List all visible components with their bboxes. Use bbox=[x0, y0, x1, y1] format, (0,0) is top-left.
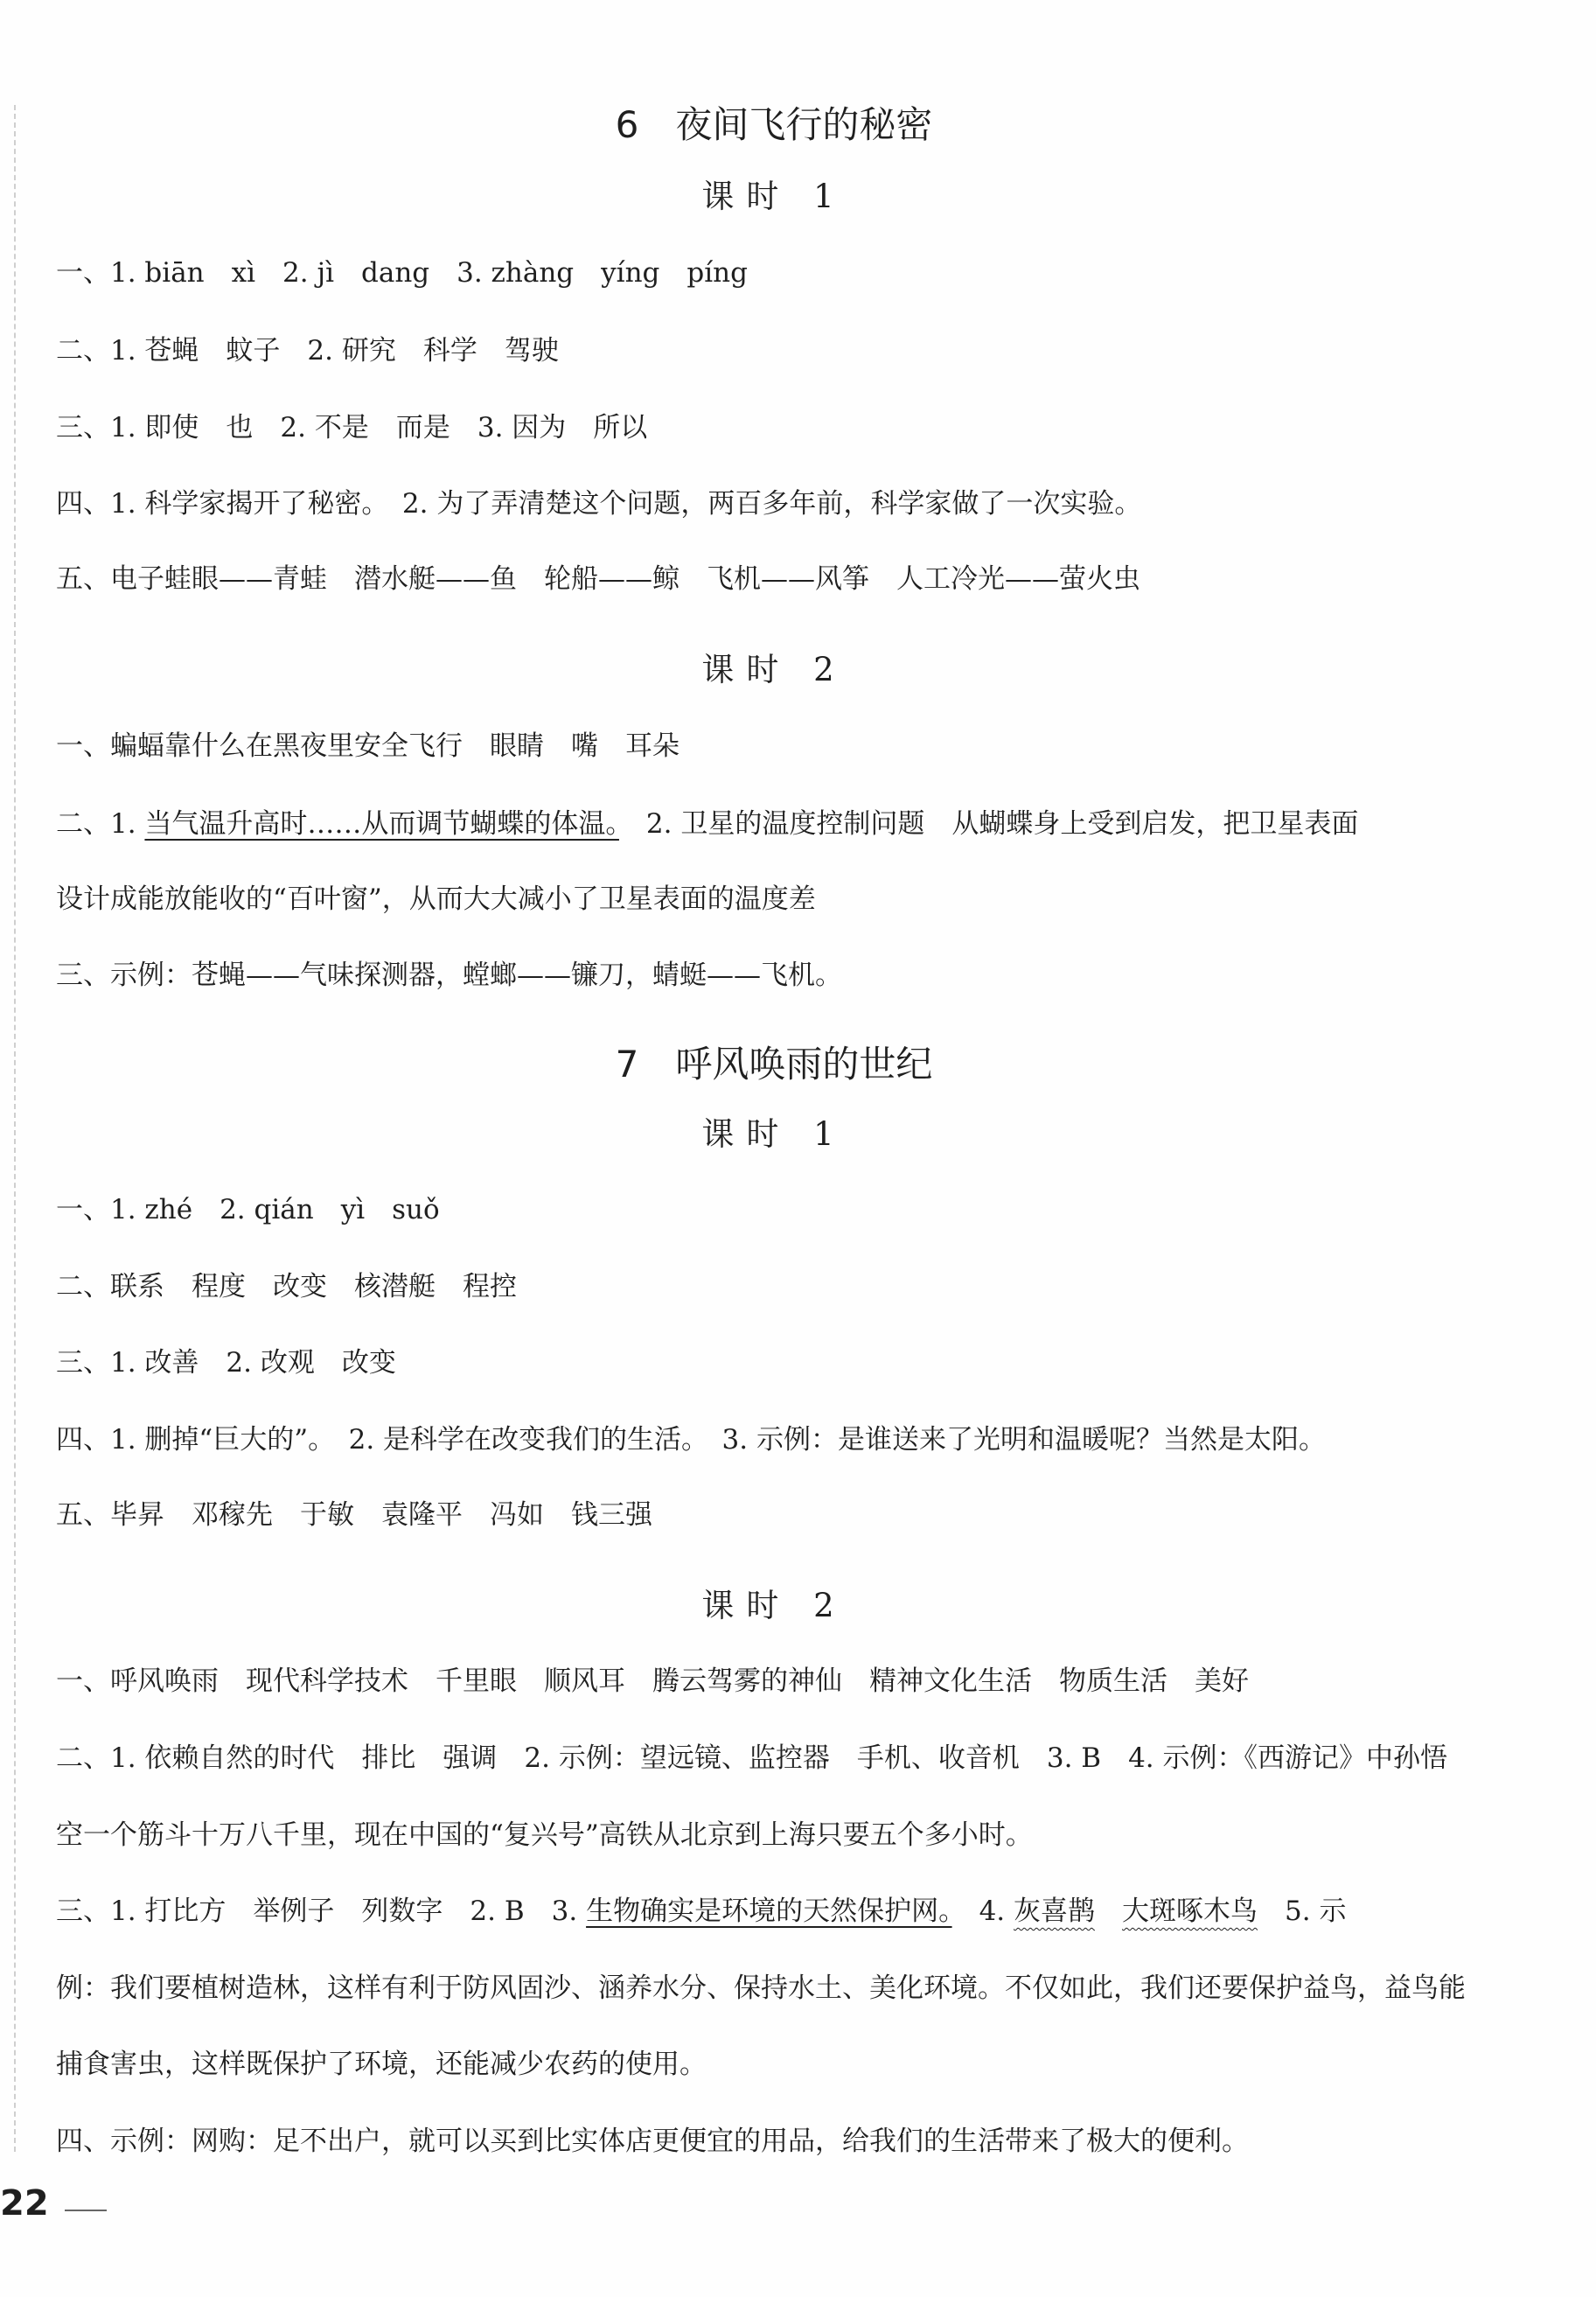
answer-line: 一、蝙蝠靠什么在黑夜里安全飞行 眼睛 嘴 耳朵 bbox=[56, 730, 680, 762]
unit-6-lesson-1-heading: 课时 1 bbox=[701, 178, 847, 215]
wavy-underlined-answer: 灰喜鹊 bbox=[1014, 1896, 1096, 1927]
answer-line: 二、1. 苍蝇 蚊子 2. 研究 科学 驾驶 bbox=[56, 335, 559, 367]
unit-7-lesson-1-heading: 课时 1 bbox=[701, 1115, 847, 1153]
answer-line: 五、毕昇 邓稼先 于敏 袁隆平 冯如 钱三强 bbox=[56, 1499, 652, 1531]
answer-line bbox=[56, 1892, 1346, 1930]
page-number-dash bbox=[65, 2210, 107, 2211]
answer-text: 4. bbox=[951, 1896, 1014, 1927]
answer-line: 二、联系 程度 改变 核潜艇 程控 bbox=[56, 1271, 517, 1302]
answer-line: 四、示例：网购：足不出户，就可以买到比实体店更便宜的用品，给我们的生活带来了极大的便利。 bbox=[56, 2126, 1249, 2157]
underlined-answer: 生物确实是环境的天然保护网。 bbox=[586, 1896, 952, 1927]
answer-line: 空一个筋斗十万八千里，现在中国的“复兴号”高铁从北京到上海只要五个多小时。 bbox=[56, 1819, 1033, 1851]
underlined-answer: 当气温升高时……从而调节蝴蝶的体温。 bbox=[144, 808, 619, 840]
answer-line: 一、1. biān xì 2. jì dang 3. zhàng yíng píng bbox=[56, 257, 748, 289]
answer-label: 二、1. bbox=[56, 808, 145, 840]
answer-line: 四、1. 科学家揭开了秘密。 2. 为了弄清楚这个问题，两百多年前，科学家做了一次实验。 bbox=[56, 488, 1142, 520]
answer-line: 四、1. 删掉“巨大的”。 2. 是科学在改变我们的生活。 3. 示例：是谁送来了光明和温暖呢？当然是太阳。 bbox=[56, 1424, 1326, 1456]
unit-7-lesson-2-heading: 课时 2 bbox=[701, 1587, 847, 1624]
answer-line: 例：我们要植树造林，这样有利于防风固沙、涵养水分、保持水土、美化环境。不仅如此，我们还要保护益鸟，益鸟能 bbox=[56, 1972, 1466, 2004]
answer-line: 设计成能放能收的“百叶窗”，从而大大减小了卫星表面的温度差 bbox=[56, 883, 816, 915]
unit-6-lesson-2-heading: 课时 2 bbox=[701, 651, 847, 688]
answer-line: 三、示例：苍蝇——气味探测器，螳螂——镰刀，蜻蜓——飞机。 bbox=[56, 960, 842, 991]
wavy-underlined-answer: 大斑啄木鸟 bbox=[1122, 1896, 1258, 1927]
answer-text: 2. 卫星的温度控制问题 从蝴蝶身上受到启发，把卫星表面 bbox=[618, 808, 1359, 840]
page-number: 22 bbox=[0, 2183, 49, 2224]
answer-line: 二、1. 依赖自然的时代 排比 强调 2. 示例：望远镜、监控器 手机、收音机 3. B 4. 示例：《西游记》中孙悟 bbox=[56, 1742, 1448, 1774]
answer-text: 5. 示 bbox=[1258, 1896, 1347, 1927]
answer-line bbox=[56, 805, 1358, 843]
answer-label: 三、1. 打比方 举例子 列数字 2. B 3. bbox=[56, 1896, 587, 1927]
answer-line: 五、电子蛙眼——青蛙 潜水艇——鱼 轮船——鲸 飞机——风筝 人工冷光——萤火虫 bbox=[56, 563, 1140, 595]
answer-text bbox=[1095, 1896, 1122, 1927]
answer-line: 一、1. zhé 2. qián yì suǒ bbox=[56, 1194, 440, 1225]
unit-7-title: 7 呼风唤雨的世纪 bbox=[615, 1043, 933, 1086]
answer-line: 三、1. 改善 2. 改观 改变 bbox=[56, 1347, 396, 1379]
answer-line: 三、1. 即使 也 2. 不是 而是 3. 因为 所以 bbox=[56, 412, 648, 443]
unit-6-title: 6 夜间飞行的秘密 bbox=[615, 103, 933, 146]
answer-line: 一、呼风唤雨 现代科学技术 千里眼 顺风耳 腾云驾雾的神仙 精神文化生活 物质生活 美好 bbox=[56, 1665, 1249, 1697]
answer-line: 捕食害虫，这样既保护了环境，还能减少农药的使用。 bbox=[56, 2049, 707, 2080]
